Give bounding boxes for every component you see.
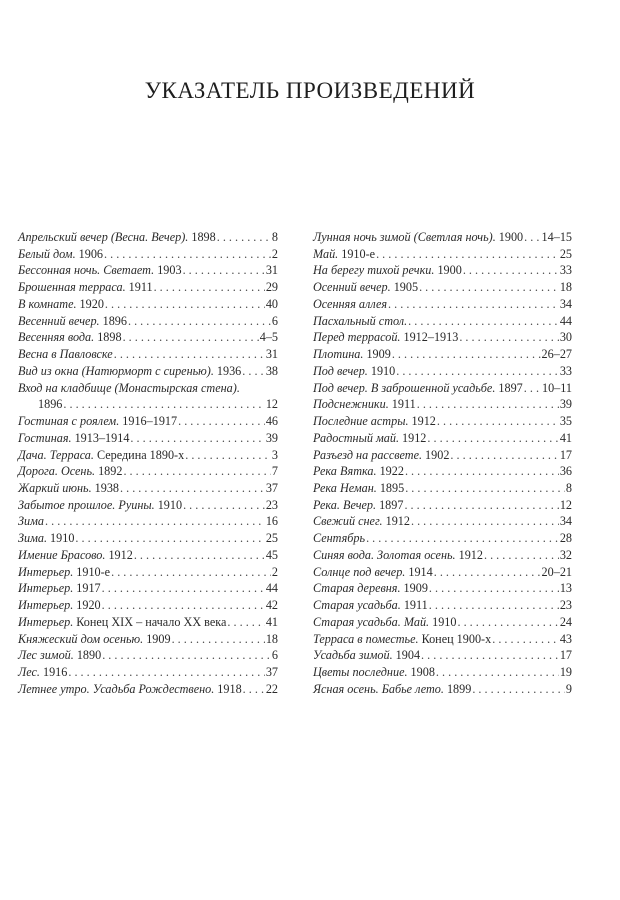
dot-leader [183, 497, 265, 514]
entry-date: 1936 [216, 363, 242, 378]
entry-date: 1904 [395, 648, 421, 663]
entry-title: Апрельский вечер (Весна. Вечер). [18, 230, 189, 244]
dot-leader [472, 681, 565, 698]
entry-title: Жаркий июнь. [18, 481, 92, 496]
entry-title: Старая усадьба. [313, 598, 401, 613]
entry-date: 1896 [38, 397, 63, 412]
entry-title: Под вечер. В заброшенной усадьбе. [313, 380, 496, 395]
entry-page: 42 [265, 598, 278, 613]
entry-title: Зима [18, 514, 44, 529]
entry-date: 1902 [425, 447, 450, 462]
dot-leader [123, 463, 270, 480]
index-entry [18, 296, 278, 313]
entry-date: Конец XIX – начало XX века [76, 614, 227, 629]
entry-page: 30 [559, 330, 572, 345]
entry-date: 1906 [78, 246, 103, 261]
dot-leader [102, 647, 271, 664]
dot-leader [411, 513, 559, 530]
index-entry [18, 430, 278, 447]
entry-page: 2 [271, 564, 278, 579]
entry-title: Гостиная. [18, 430, 72, 445]
dot-leader [183, 262, 265, 279]
entry-page: 41 [265, 614, 278, 629]
entry-title: На берегу тихой речки. [313, 263, 435, 278]
entry-page: 18 [265, 631, 278, 646]
entry-title: Лес зимой. [18, 648, 74, 663]
dot-leader [242, 363, 265, 380]
entry-page: 38 [265, 363, 278, 378]
index-entry [18, 413, 278, 430]
entry-page: 12 [265, 397, 278, 412]
entry-date: 1912–1913 [403, 330, 459, 345]
dot-leader [405, 463, 559, 480]
index-entry-continuation [18, 396, 278, 413]
index-entry [18, 597, 278, 614]
index-entry [18, 480, 278, 497]
entry-page: 8 [565, 481, 572, 496]
index-entry [18, 564, 278, 581]
dot-leader [45, 513, 265, 530]
entry-page: 22 [265, 681, 278, 696]
entry-title: Старая усадьба. Май. [313, 614, 430, 629]
entry-page: 2 [271, 246, 278, 261]
dot-leader [417, 396, 559, 413]
index-entry [18, 530, 278, 547]
dot-leader [366, 530, 559, 547]
entry-page: 33 [559, 263, 572, 278]
entry-date: 1896 [102, 313, 127, 328]
entry-title: Синяя вода. Золотая осень. [313, 547, 456, 562]
index-entry [18, 346, 278, 363]
entry-page: 10–11 [541, 380, 572, 395]
entry-page: 36 [559, 464, 572, 479]
entry-title: Интерьер. [18, 614, 74, 629]
entry-title: Лунная ночь зимой (Светлая ночь). [313, 230, 496, 244]
entry-title: Интерьер. [18, 564, 74, 579]
entry-date: 1917 [76, 581, 101, 596]
entry-date: 1912 [385, 514, 410, 529]
index-entry [313, 681, 572, 698]
entry-page: 34 [559, 296, 572, 311]
index-entry [313, 564, 572, 581]
entry-date: 1897 [379, 497, 404, 512]
entry-title: Зима. [18, 531, 48, 546]
index-entry [18, 329, 278, 346]
entry-title: Дача. Терраса. [18, 447, 94, 462]
index-entry [313, 313, 572, 330]
index-entry [313, 430, 572, 447]
entry-page: 40 [265, 296, 278, 311]
index-entry [313, 279, 572, 296]
entry-title: Река Неман. [313, 481, 377, 496]
entry-page: 33 [559, 363, 572, 378]
entry-page: 14–15 [541, 230, 572, 244]
entry-page: 43 [559, 631, 572, 646]
entry-title: Весенняя вода. [18, 330, 95, 345]
entry-title: Пасхальный стол. [313, 313, 408, 328]
entry-page: 39 [559, 397, 572, 412]
dot-leader [134, 547, 265, 564]
entry-title: Весна в Павловске [18, 347, 113, 362]
index-entry [18, 262, 278, 279]
entry-title: Гостиная с роялем. [18, 414, 120, 429]
entry-date: 1910 [50, 531, 75, 546]
index-entry [18, 447, 278, 464]
index-entry [313, 647, 572, 664]
dot-leader [436, 664, 559, 681]
entry-title: Подснежники. [313, 397, 389, 412]
entry-page: 25 [559, 246, 572, 261]
entry-page: 6 [271, 313, 278, 328]
entry-title: Солнце под вечер. [313, 564, 406, 579]
entry-title: Разъезд на рассвете. [313, 447, 423, 462]
entry-title: Усадьба зимой. [313, 648, 393, 663]
entry-date: 1918 [217, 681, 242, 696]
index-entry [18, 380, 278, 397]
dot-leader [102, 580, 265, 597]
entry-date: 1910 [432, 614, 457, 629]
index-entry [313, 329, 572, 346]
entry-page: 45 [265, 547, 278, 562]
dot-leader [405, 480, 565, 497]
index-entry [313, 380, 572, 397]
dot-leader [178, 413, 265, 430]
dot-leader [114, 346, 265, 363]
index-entry [313, 246, 572, 263]
index-entry [313, 530, 572, 547]
index-entry [18, 313, 278, 330]
entry-title: Терраса в поместье. [313, 631, 419, 646]
dot-leader [429, 597, 559, 614]
entry-date: 1913–1914 [74, 430, 130, 445]
entry-date: 1890 [76, 648, 102, 663]
dot-leader [120, 480, 265, 497]
entry-title: Имение Брасово. [18, 547, 106, 562]
index-entry [313, 296, 572, 313]
index-entry [18, 580, 278, 597]
entry-date: 1900 [437, 263, 462, 278]
index-column-left [18, 229, 278, 698]
index-entry [313, 597, 572, 614]
entry-page: 23 [559, 598, 572, 613]
entry-date: 1909 [146, 631, 171, 646]
entry-title: Дорога. Осень. [18, 464, 96, 479]
dot-leader [104, 246, 271, 263]
index-entry [18, 513, 278, 530]
index-entry [18, 246, 278, 263]
entry-date: 1922 [379, 464, 404, 479]
entry-title: Плотина. [313, 347, 364, 362]
entry-page: 12 [559, 497, 572, 512]
entry-title: Вид из окна (Натюрморт с сиренью). [18, 363, 214, 378]
index-entry [18, 363, 278, 380]
dot-leader [388, 296, 559, 313]
dot-leader [408, 313, 559, 330]
entry-page: 19 [559, 665, 572, 680]
index-column-right [313, 229, 572, 698]
entry-title: Белый дом. [18, 246, 76, 261]
index-entry [313, 513, 572, 530]
entry-date: 1897 [498, 380, 523, 395]
entry-date: 1909 [403, 581, 428, 596]
dot-leader [227, 614, 264, 631]
entry-title: Брошенная терраса. [18, 280, 126, 295]
entry-page: 46 [265, 414, 278, 429]
entry-page: 34 [559, 514, 572, 529]
dot-leader [427, 430, 558, 447]
dot-leader [105, 296, 265, 313]
index-entry [313, 547, 572, 564]
entry-page: 17 [559, 648, 572, 663]
entry-page: 44 [559, 313, 572, 328]
entry-page: 18 [559, 280, 572, 295]
dot-leader [396, 363, 559, 380]
entry-page: 16 [265, 514, 278, 529]
dot-leader [185, 447, 271, 464]
entry-date: 1912 [402, 430, 427, 445]
entry-title: Последние астры. [313, 414, 409, 429]
entry-page: 7 [271, 464, 278, 479]
entry-date: 1903 [157, 263, 182, 278]
entry-page: 37 [265, 665, 278, 680]
dot-leader [419, 279, 559, 296]
index-entry [18, 664, 278, 681]
entry-page: 8 [271, 230, 278, 244]
entry-title: Осенний вечер. [313, 280, 391, 295]
entry-date: 1910-е [76, 564, 111, 579]
index-entry [18, 463, 278, 480]
entry-title: Река Вятка. [313, 464, 377, 479]
entry-title: Ясная осень. Бабье лето. [313, 681, 444, 696]
entry-title: Май. [313, 246, 339, 261]
index-entry [18, 647, 278, 664]
entry-title: Река. Вечер. [313, 497, 377, 512]
entry-date: Конец 1900-х [421, 631, 492, 646]
entry-date: 1898 [191, 230, 216, 244]
index-entry [313, 396, 572, 413]
entry-page: 31 [265, 263, 278, 278]
entry-date: 1909 [366, 347, 391, 362]
index-entry [313, 346, 572, 363]
entry-title: Вход на кладбище (Монастырская стена). [18, 380, 240, 395]
index-entry [313, 363, 572, 380]
index-entry [313, 497, 572, 514]
entry-date: 1900 [498, 230, 524, 244]
index-entry [18, 631, 278, 648]
entry-page: 25 [265, 531, 278, 546]
entry-title: Лес. [18, 665, 40, 680]
index-entry [313, 447, 572, 464]
entry-date: 1905 [393, 280, 419, 295]
entry-page: 13 [559, 581, 572, 596]
dot-leader [434, 564, 541, 581]
dot-leader [123, 329, 259, 346]
index-entry [18, 279, 278, 296]
entry-page: 4–5 [259, 330, 278, 345]
dot-leader [457, 614, 558, 631]
dot-leader [172, 631, 265, 648]
entry-page: 39 [265, 430, 278, 445]
entry-date: 1911 [128, 280, 153, 295]
entry-title: Под вечер. [313, 363, 368, 378]
dot-leader [404, 497, 558, 514]
entry-page: 6 [271, 648, 278, 663]
dot-leader [111, 564, 271, 581]
entry-date: 1911 [403, 598, 428, 613]
entry-title: Интерьер. [18, 581, 74, 596]
dot-leader [154, 279, 265, 296]
entry-date: 1916–1917 [122, 414, 178, 429]
entry-date: 1938 [94, 481, 119, 496]
entry-page: 37 [265, 481, 278, 496]
dot-leader [524, 380, 541, 397]
index-entry [313, 664, 572, 681]
dot-leader [392, 346, 541, 363]
dot-leader [524, 229, 540, 246]
entry-title: В комнате. [18, 296, 77, 311]
entry-date: 1910-е [341, 246, 376, 261]
entry-page: 23 [265, 497, 278, 512]
index-entry [313, 580, 572, 597]
entry-title: Свежий снег. [313, 514, 383, 529]
index-entry [18, 229, 278, 246]
entry-date: 1898 [97, 330, 122, 345]
entry-date: 1911 [391, 397, 416, 412]
dot-leader [128, 313, 271, 330]
index-entry [18, 614, 278, 631]
entry-date: 1912 [411, 414, 436, 429]
entry-page: 24 [559, 614, 572, 629]
entry-date: 1899 [446, 681, 472, 696]
entry-page: 35 [559, 414, 572, 429]
entry-title: Радостный май. [313, 430, 399, 445]
dot-leader [437, 413, 559, 430]
dot-leader [492, 631, 559, 648]
index-entry [18, 547, 278, 564]
dot-leader [376, 246, 559, 263]
dot-leader [484, 547, 559, 564]
entry-title: Цветы последние. [313, 665, 408, 680]
entry-date: 1908 [410, 665, 435, 680]
page-title: УКАЗАТЕЛЬ ПРОИЗВЕДЕНИЙ [144, 78, 476, 103]
dot-leader [463, 262, 559, 279]
dot-leader [243, 681, 265, 698]
entry-title: Бессонная ночь. Светает. [18, 263, 155, 278]
entry-page: 29 [265, 280, 278, 295]
dot-leader [459, 329, 559, 346]
entry-page: 20–21 [541, 564, 572, 579]
dot-leader [429, 580, 559, 597]
index-entry [313, 614, 572, 631]
entry-date: 1895 [379, 481, 405, 496]
entry-page: 31 [265, 347, 278, 362]
index-entry [313, 262, 572, 279]
dot-leader [68, 664, 264, 681]
dot-leader [102, 597, 265, 614]
entry-page: 28 [559, 531, 572, 546]
entry-date: 1916 [42, 665, 68, 680]
entry-page: 44 [265, 581, 278, 596]
entry-page: 26–27 [541, 347, 572, 362]
entry-date: 1910 [370, 363, 396, 378]
entry-page: 32 [559, 547, 572, 562]
entry-date: 1920 [76, 598, 101, 613]
dot-leader [63, 396, 264, 413]
index-entry [313, 463, 572, 480]
index-entry [313, 229, 572, 246]
entry-date: 1912 [458, 547, 483, 562]
dot-leader [130, 430, 264, 447]
entry-title: Осенняя аллея [313, 296, 388, 311]
entry-title: Перед террасой. [313, 330, 401, 345]
index-entry [18, 681, 278, 698]
index-entry [18, 497, 278, 514]
entry-title: Весенний вечер. [18, 313, 100, 328]
entry-title: Забытое прошлое. Руины. [18, 497, 155, 512]
entry-title: Сентябрь [313, 531, 366, 546]
entry-page: 41 [559, 430, 572, 445]
entry-page: 3 [271, 447, 278, 462]
entry-title: Княжеский дом осенью. [18, 631, 144, 646]
index-entry [313, 480, 572, 497]
index-entry [313, 631, 572, 648]
entry-date: Середина 1890-х [96, 447, 185, 462]
entry-title: Летнее утро. Усадьба Рождествено. [18, 681, 215, 696]
entry-date: 1912 [108, 547, 133, 562]
dot-leader [450, 447, 558, 464]
entry-date: 1892 [98, 464, 123, 479]
entry-date: 1920 [79, 296, 104, 311]
entry-date: 1914 [408, 564, 433, 579]
entry-date: 1910 [157, 497, 183, 512]
entry-page: 17 [559, 447, 572, 462]
entry-title: Старая деревня. [313, 581, 401, 596]
dot-leader [75, 530, 264, 547]
index-entry [313, 413, 572, 430]
entry-title: Интерьер. [18, 598, 74, 613]
entry-page: 9 [565, 681, 572, 696]
dot-leader [421, 647, 559, 664]
dot-leader [217, 229, 271, 246]
